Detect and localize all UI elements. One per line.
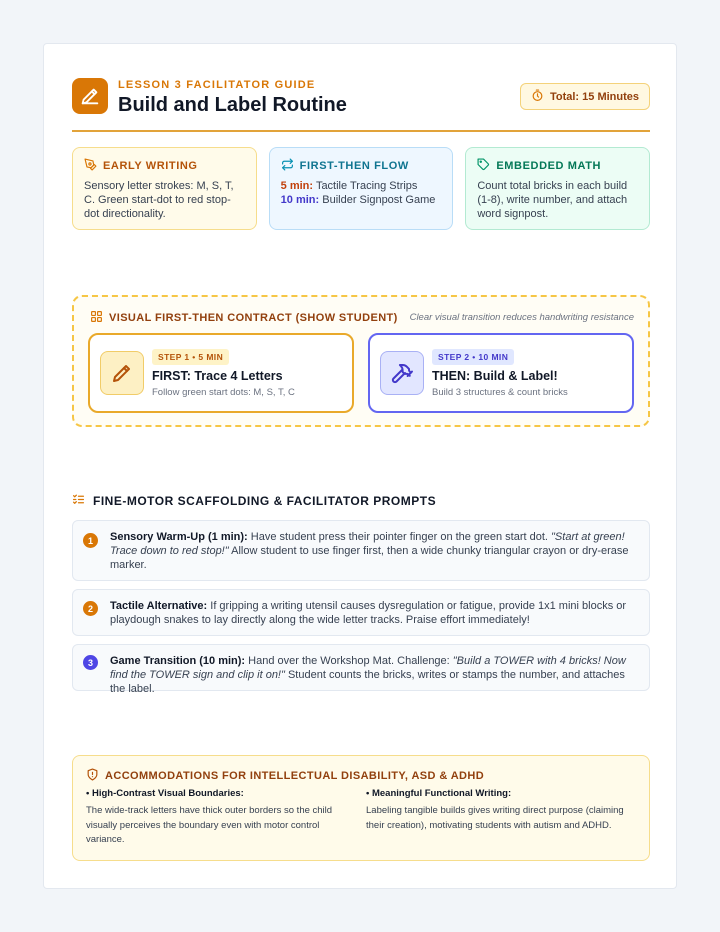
grid-icon: [90, 310, 103, 326]
step-number: 2: [83, 601, 98, 616]
repeat-arrows-icon: [281, 158, 294, 174]
accommodation-column: [366, 788, 634, 833]
prompt-text: [110, 599, 639, 627]
contract-title: VISUAL FIRST-THEN CONTRACT (SHOW STUDENT): [109, 312, 398, 324]
card-body: Sensory letter strokes: M, S, T, C. Green start-dot to red stop-dot directionality.: [84, 180, 234, 220]
prompt-body-2: Student counts the bricks, writes or stamps the number, and attaches the label.: [110, 669, 625, 695]
step-2-badge: STEP 2 • 10 MIN: [432, 349, 514, 365]
step-2-subtitle: Build 3 structures & count bricks: [432, 387, 568, 398]
page-title: Build and Label Routine: [118, 94, 347, 116]
step-2-card: [368, 333, 634, 413]
card-body: Count total bricks in each build (1-8), write number, and attach word signpost.: [477, 180, 628, 220]
total-time-badge: [520, 83, 650, 110]
card-title: FIRST-THEN FLOW: [299, 160, 409, 172]
section-title-text: FINE-MOTOR SCAFFOLDING & FACILITATOR PROMPTS: [93, 494, 437, 508]
summary-cards: [72, 147, 650, 230]
step-2-title: THEN: Build & Label!: [432, 369, 558, 383]
flow-time-2: 10 min:: [280, 194, 320, 206]
prompt-item: [72, 520, 650, 581]
hammer-icon: [380, 351, 424, 395]
lesson-kicker: LESSON 3 FACILITATOR GUIDE: [118, 79, 316, 91]
prompt-item: [72, 644, 650, 695]
card-title: EMBEDDED MATH: [496, 160, 602, 172]
prompt-quote: "Start at green! Trace down to red stop!": [110, 531, 625, 557]
checklist-icon: [72, 493, 85, 509]
step-number: 1: [83, 533, 98, 548]
accommodation-body: Labeling tangible builds gives writing direct purpose (claiming their creation), motivating students with autism and ADHD.: [366, 805, 624, 831]
guide-page: [43, 43, 677, 889]
flow-text-1: Tactile Tracing Strips: [315, 180, 418, 192]
pencil-icon: [72, 78, 108, 114]
shield-icon: [86, 768, 99, 784]
prompt-text: [110, 654, 639, 696]
prompt-label: Game Transition (10 min):: [110, 655, 246, 667]
contract-note: Clear visual transition reduces handwriting resistance: [409, 312, 634, 323]
first-then-flow-card: [269, 147, 454, 230]
embedded-math-card: [465, 147, 650, 230]
step-1-badge: STEP 1 • 5 MIN: [152, 349, 229, 365]
accommodations-box: [72, 755, 650, 861]
early-writing-card: [72, 147, 257, 230]
prompt-quote: "Build a TOWER with 4 bricks! Now find the TOWER sign and clip it on!": [110, 655, 626, 681]
pen-icon: [84, 158, 97, 174]
prompt-label: Sensory Warm-Up (1 min):: [110, 531, 248, 543]
total-time-label: Total: 15 Minutes: [549, 90, 639, 103]
flow-text-2: Builder Signpost Game: [322, 194, 436, 206]
prompt-body-2: Allow student to use finger first, then a wide chunky triangular crayon or dry-erase marker.: [110, 545, 629, 571]
accommodation-body: The wide-track letters have thick outer borders so the child visually perceives the boundary even with motor control variance.: [86, 805, 333, 845]
header: [72, 78, 650, 132]
prompts-section-title: [72, 493, 436, 509]
accommodation-column: [86, 788, 354, 848]
prompt-body: Hand over the Workshop Mat. Challenge:: [245, 655, 453, 667]
prompt-label: Tactile Alternative:: [110, 600, 208, 612]
prompt-body: If gripping a writing utensil causes dysregulation or fatigue, provide 1x1 mini blocks or playdough snakes to lay directly along the wide letter tracks. Praise effort immediately!: [110, 600, 627, 626]
prompt-item: [72, 589, 650, 636]
prompt-body: Have student press their pointer finger on the green start dot.: [247, 531, 552, 543]
card-title: EARLY WRITING: [103, 160, 198, 172]
prompt-text: [110, 530, 639, 572]
accommodation-heading: • Meaningful Functional Writing:: [366, 788, 512, 799]
step-1-card: [88, 333, 354, 413]
pencil-icon: [100, 351, 144, 395]
step-1-title: FIRST: Trace 4 Letters: [152, 369, 283, 383]
step-1-subtitle: Follow green start dots: M, S, T, C: [152, 387, 295, 398]
accommodation-heading: • High-Contrast Visual Boundaries:: [86, 788, 244, 799]
first-then-contract: [72, 295, 650, 427]
step-number: 3: [83, 655, 98, 670]
flow-time-1: 5 min:: [280, 180, 314, 192]
stopwatch-icon: [531, 89, 544, 105]
card-body: [281, 179, 442, 207]
accommodations-title: ACCOMMODATIONS FOR INTELLECTUAL DISABILITY, ASD & ADHD: [105, 770, 485, 782]
tag-icon: [477, 158, 490, 174]
